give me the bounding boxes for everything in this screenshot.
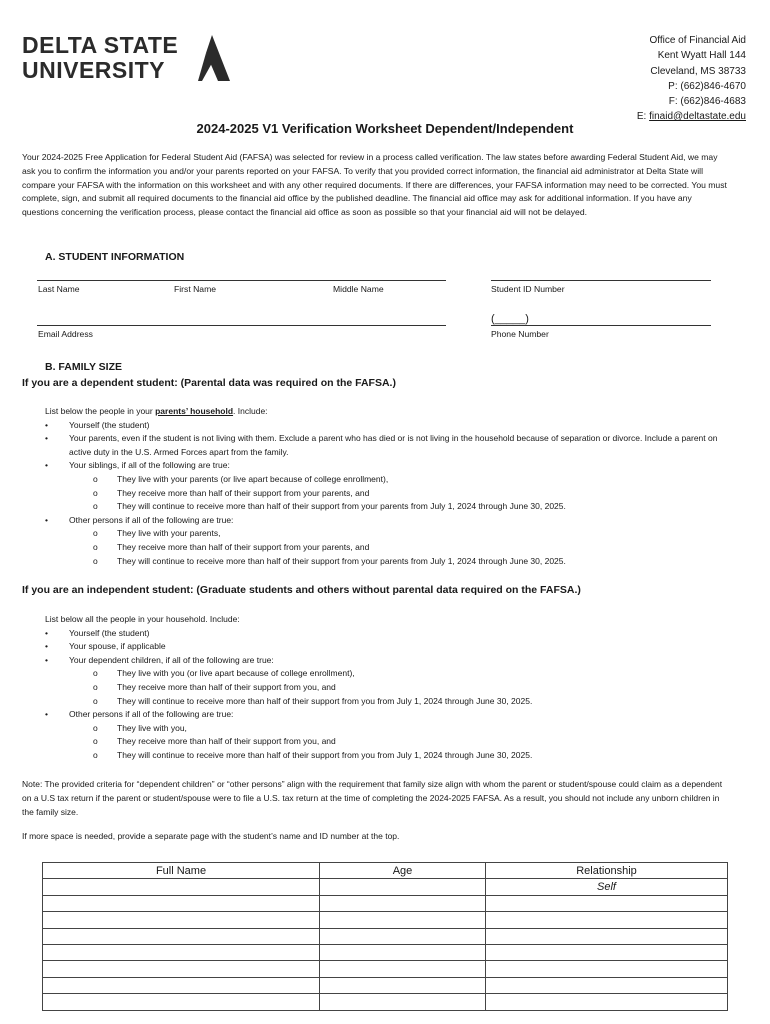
relationship-cell[interactable] — [486, 961, 728, 977]
office-building: Kent Wyatt Hall 144 — [657, 50, 746, 62]
relationship-cell[interactable] — [486, 895, 728, 911]
full-name-header: Full Name — [43, 863, 320, 879]
page-title: 2024-2025 V1 Verification Worksheet Dependent/Independent — [196, 121, 574, 136]
relationship-cell[interactable] — [486, 977, 728, 993]
age-cell[interactable] — [320, 994, 486, 1010]
phone-area-code: (_____) — [491, 313, 529, 325]
name-cell[interactable] — [43, 879, 320, 895]
independent-intro: List below all the people in your household. Include: — [45, 614, 240, 624]
table-header-row — [43, 863, 728, 879]
list-item: • Your parents, even if the student is not living with them. Exclude a parent who has died or is not living in the household because of separation or divorce. Include a parent on active duty in the U.S. Armed Forces apart from the family. — [45, 433, 718, 457]
table-row — [43, 944, 728, 960]
list-item: • Other persons if all of the following are true: — [45, 514, 234, 525]
list-item: • Your siblings, if all of the following are true: — [45, 460, 230, 471]
list-item: o They live with you (or live apart because of college enrollment), — [93, 668, 355, 679]
email-label: Email Address — [38, 329, 93, 339]
email-field-line[interactable] — [37, 325, 446, 326]
table-row — [43, 912, 728, 928]
age-cell[interactable] — [320, 944, 486, 960]
age-cell[interactable] — [320, 879, 486, 895]
logo-line-1: DELTA STATE — [22, 32, 179, 58]
age-cell[interactable] — [320, 928, 486, 944]
age-header: Age — [320, 863, 486, 879]
list-item: • Your spouse, if applicable — [45, 641, 166, 652]
logo-line-2: UNIVERSITY — [22, 57, 166, 83]
list-item: • Other persons if all of the following are true: — [45, 709, 234, 720]
relationship-cell[interactable] — [486, 912, 728, 928]
intro-paragraph: Your 2024-2025 Free Application for Federal Student Aid (FAFSA) was selected for review in a process called verification. The law states before awarding Federal Student Aid, we may ask you to confirm the information you and/or your parents reported on your FAFSA. To verify that you provided correct information, the financial aid administrator at Delta State will compare your FAFSA with the information on this worksheet and with any other required documents. If there are differences, your FAFSA information may need to be corrected. You must complete, sign, and submit all required documents to the financial aid office by the published deadline. The financial aid office may ask for additional information. If you have any questions concerning the verification process, please contact the financial aid office as soon as possible so that your financial aid will not be delayed. — [22, 152, 727, 218]
relationship-cell[interactable] — [486, 944, 728, 960]
student-id-label: Student ID Number — [491, 284, 565, 294]
phone-field-line[interactable] — [491, 325, 711, 326]
list-item: o They receive more than half of their support from you, and — [93, 736, 336, 747]
table-row — [43, 994, 728, 1010]
dependent-intro: List below the people in your parents’ household. Include: — [45, 406, 268, 416]
phone-label: Phone Number — [491, 329, 549, 339]
independent-heading: If you are an independent student: (Graduate students and others without parental data required on the FAFSA.) — [22, 584, 581, 596]
logo-triangle-icon — [198, 33, 230, 83]
list-item: o They receive more than half of their support from your parents, and — [93, 487, 370, 498]
relationship-cell-self: Self — [486, 879, 728, 895]
more-space-note: If more space is needed, provide a separate page with the student’s name and ID number at the top. — [22, 831, 400, 841]
list-item: o They live with you, — [93, 722, 187, 733]
table-row — [43, 961, 728, 977]
table-row — [43, 928, 728, 944]
office-phone: P: (662)846-4670 — [668, 80, 746, 92]
office-city: Cleveland, MS 38733 — [650, 65, 746, 77]
section-b-heading: B. FAMILY SIZE — [45, 361, 123, 373]
independent-list-block — [22, 613, 728, 763]
dependent-heading: If you are a dependent student: (Parental data was required on the FAFSA.) — [22, 377, 396, 389]
last-name-label: Last Name — [38, 284, 80, 294]
office-email-row: E: finaid@deltastate.edu — [636, 111, 746, 123]
name-cell[interactable] — [43, 994, 320, 1010]
family-members-table — [42, 862, 728, 1011]
name-cell[interactable] — [43, 895, 320, 911]
table-row — [43, 895, 728, 911]
name-cell[interactable] — [43, 977, 320, 993]
office-name: Office of Financial Aid — [649, 35, 746, 46]
relationship-header: Relationship — [486, 863, 728, 879]
list-item: • Yourself (the student) — [45, 627, 150, 638]
office-contact-block — [637, 33, 746, 125]
list-item: o They will continue to receive more than half of their support from your parents from July 1, 2024 through June 30, 2025. — [93, 555, 566, 566]
age-cell[interactable] — [320, 977, 486, 993]
list-item: o They receive more than half of their support from your parents, and — [93, 541, 370, 552]
first-name-label: First Name — [174, 284, 217, 294]
age-cell[interactable] — [320, 961, 486, 977]
student-id-field-line[interactable] — [491, 280, 711, 281]
age-cell[interactable] — [320, 895, 486, 911]
name-cell[interactable] — [43, 928, 320, 944]
middle-name-label: Middle Name — [333, 284, 384, 294]
name-cell[interactable] — [43, 944, 320, 960]
list-item: • Yourself (the student) — [45, 419, 150, 430]
name-cell[interactable] — [43, 912, 320, 928]
list-item: • Your dependent children, if all of the following are true: — [45, 654, 274, 665]
relationship-cell[interactable] — [486, 994, 728, 1010]
list-item: o They receive more than half of their support from you, and — [93, 681, 336, 692]
table-row — [43, 977, 728, 993]
university-logo — [22, 33, 178, 83]
age-cell[interactable] — [320, 912, 486, 928]
office-fax: F: (662)846-4683 — [668, 96, 746, 108]
list-item: o They live with your parents (or live apart because of college enrollment), — [93, 473, 389, 484]
list-item: o They will continue to receive more than half of their support from you from July 1, 2024 through June 30, 2025. — [93, 695, 533, 706]
section-a-heading: A. STUDENT INFORMATION — [45, 251, 185, 263]
dependent-list-block — [22, 405, 728, 568]
family-size-note: Note: The provided criteria for “dependent children” or “other persons” align with the requirement that family size align with whom the parent or student/spouse could claim as a dependent on a U.S tax return if the parent or student/spouse were to file a U.S. tax return at the time of completing the 2024-2025 FAFSA. As a result, you should not include any unborn children in the family size. — [22, 779, 723, 817]
office-email-link[interactable]: finaid@deltastate.edu — [649, 111, 746, 123]
table-row — [43, 879, 728, 895]
name-field-line[interactable] — [37, 280, 446, 281]
list-item: o They will continue to receive more than half of their support from you from July 1, 2024 through June 30, 2025. — [93, 749, 533, 760]
list-item: o They live with your parents, — [93, 528, 221, 539]
relationship-cell[interactable] — [486, 928, 728, 944]
name-cell[interactable] — [43, 961, 320, 977]
list-item: o They will continue to receive more than half of their support from your parents from July 1, 2024 through June 30, 2025. — [93, 501, 566, 512]
